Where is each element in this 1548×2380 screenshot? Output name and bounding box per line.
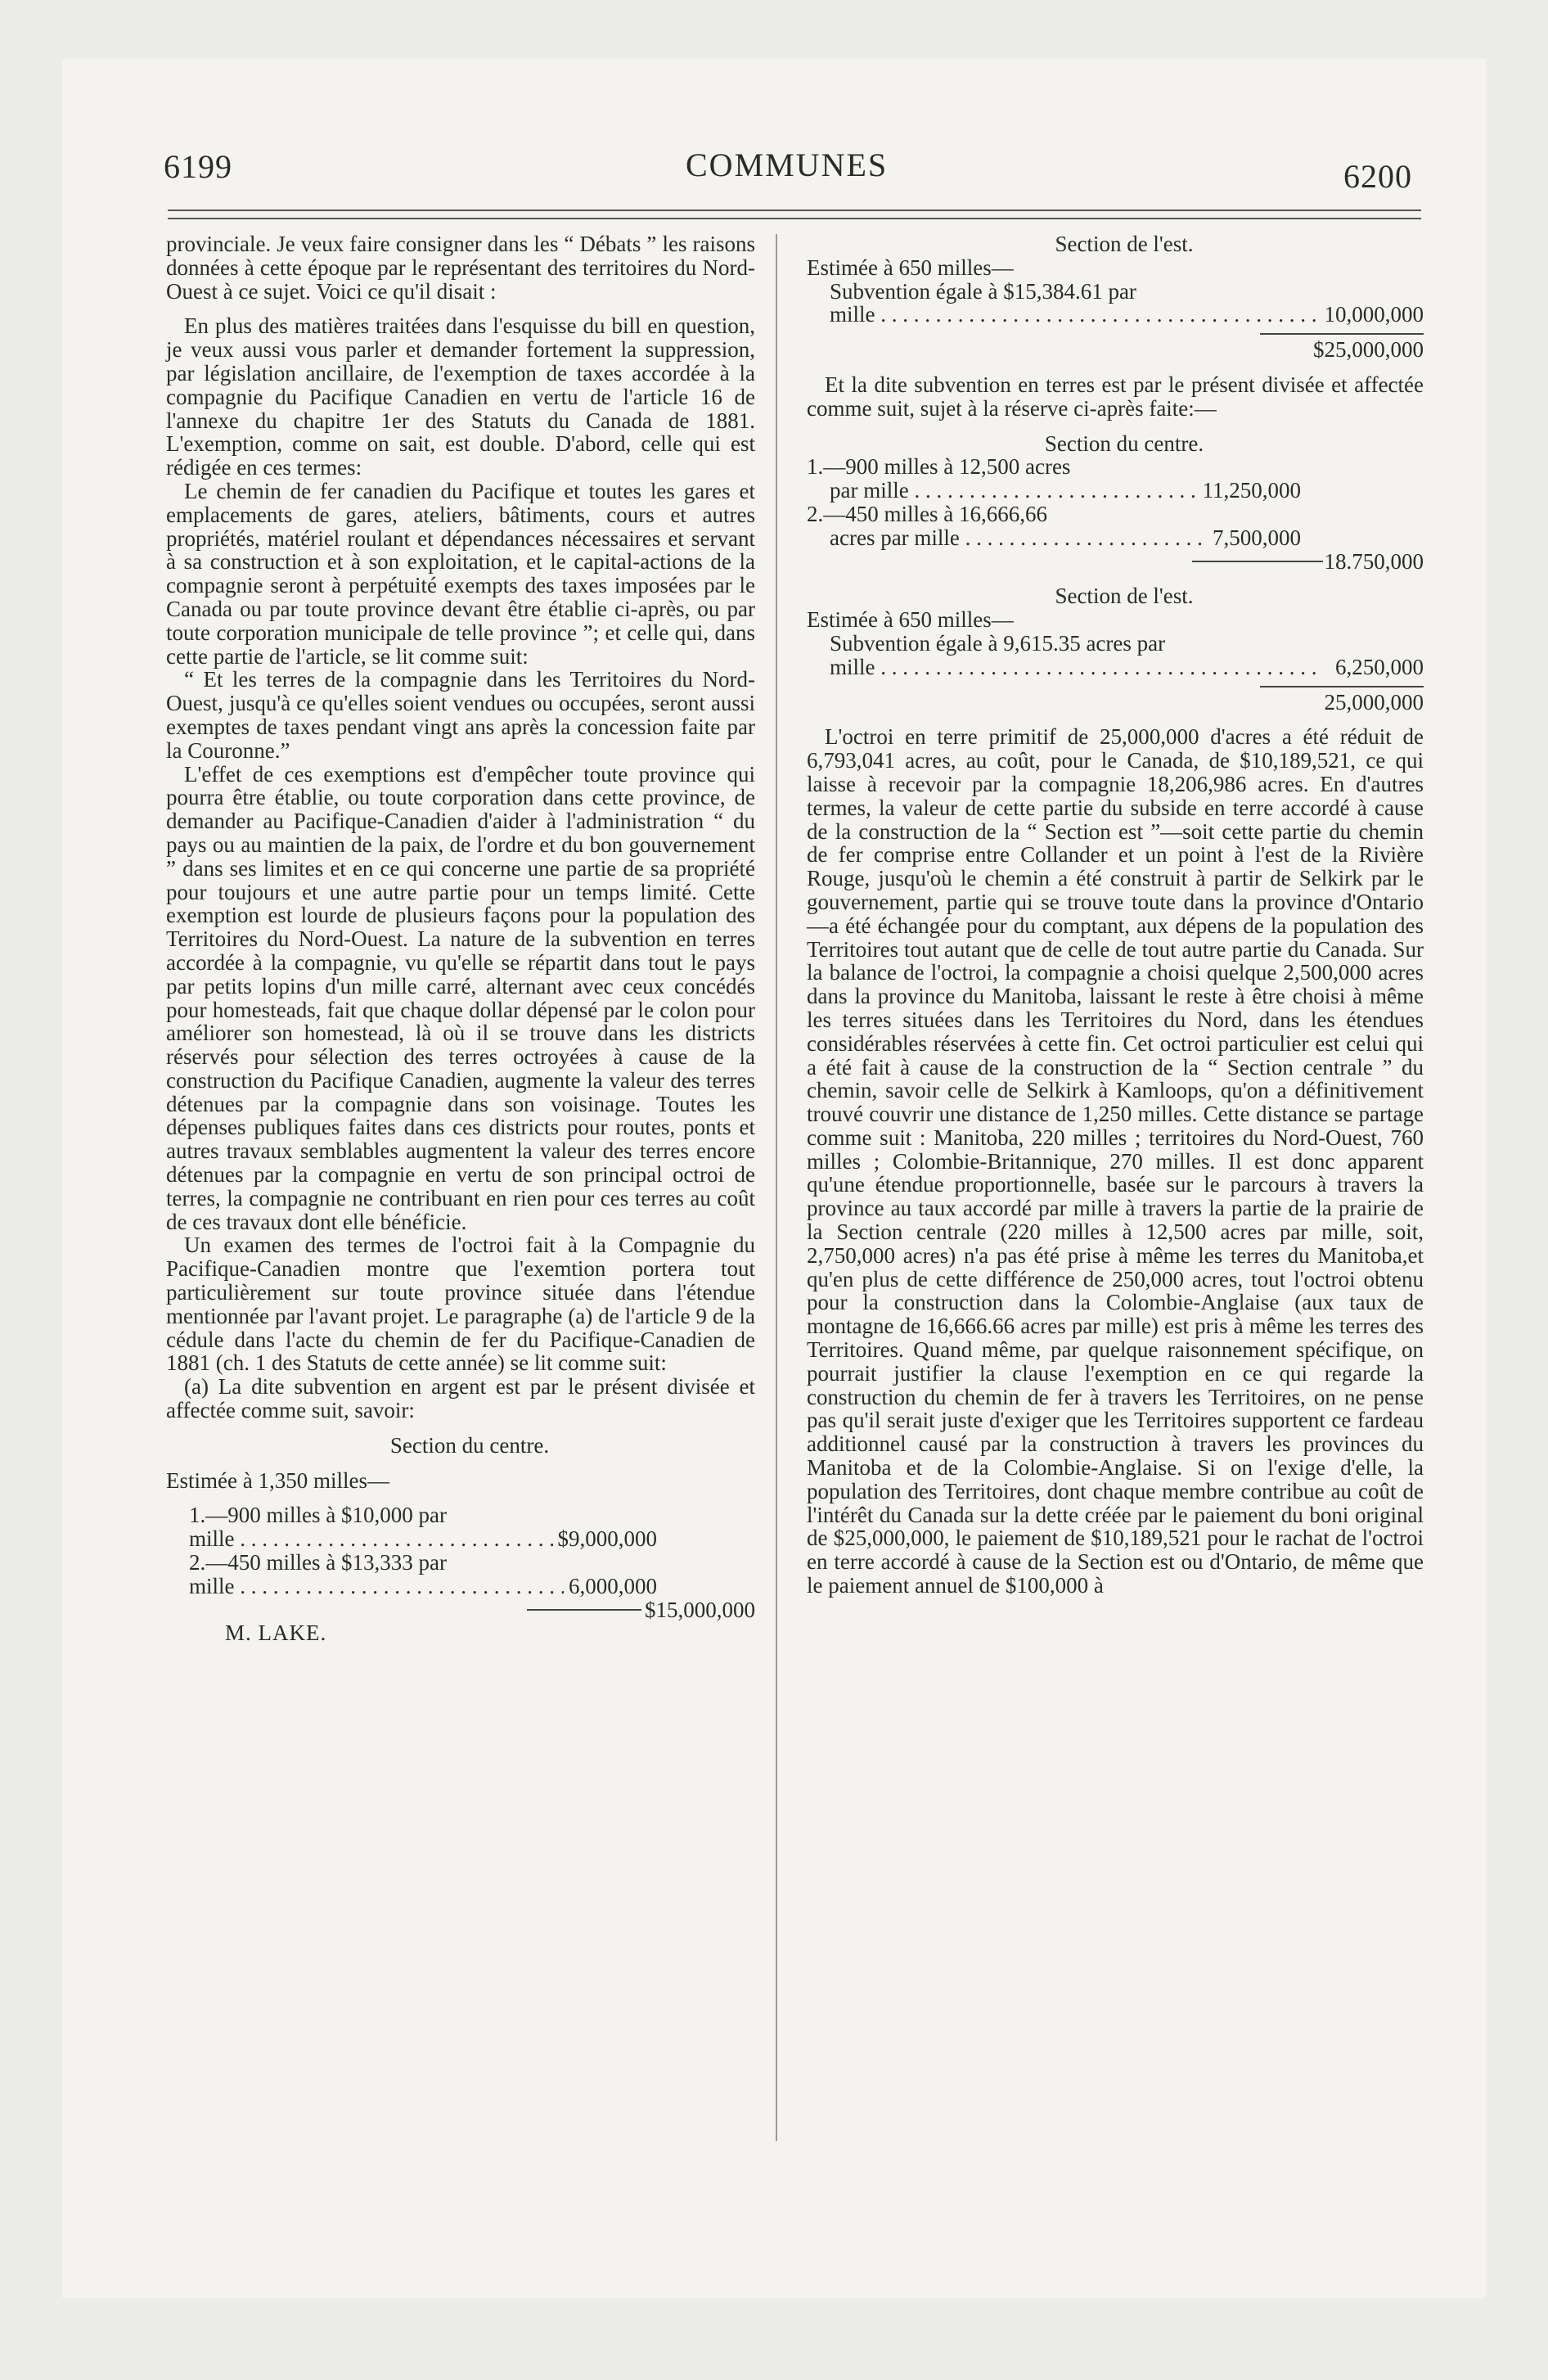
page-number-right: 6200 <box>1343 158 1412 195</box>
item-row <box>807 526 1424 550</box>
column-divider <box>776 234 777 2141</box>
item-label: par mille . . . <box>830 479 1198 503</box>
left-column <box>166 232 755 1645</box>
item-line: 2.—450 milles à $13,333 par <box>189 1550 447 1575</box>
section-heading: Section du centre. <box>1044 430 1204 456</box>
estimate-line: Estimée à 650 milles— <box>807 607 1014 633</box>
item-row <box>807 656 1424 679</box>
estimate-line: Estimée à 1,350 milles— <box>166 1467 389 1493</box>
item-amount: 10,000,000 <box>1324 302 1424 327</box>
total-amount: $15,000,000 <box>645 1597 755 1622</box>
speaker-signature: M. LAKE. <box>225 1620 327 1646</box>
paragraph: (a) La dite subvention en argent est par le présent divisée et affectée comme suit, savoir: <box>166 1374 755 1423</box>
item-row <box>807 303 1424 327</box>
item-line: 1.—900 milles à 12,500 acres <box>807 454 1071 480</box>
header-rule-bottom <box>168 218 1421 219</box>
item-amount: 11,250,000 <box>1202 478 1301 503</box>
item-line: 2.—450 milles à 16,666,66 <box>807 501 1047 526</box>
quoted-paragraph: Le chemin de fer canadien du Pacifique et toutes les gares et emplacements de gares, ateliers, bâtiments, cours et autres propriétés, matériel roulant et dépendances nécessaires et servant à sa construction et à son exploitation, et le capital-actions de la compagnie seront à perpétuité exempts des taxes imposées par le Canada ou par toute province devant être établie ci-après, ou par toute corporation municipale de telle province ”; et celle qui, dans cette partie de l'article, se lit comme suit: <box>166 478 755 669</box>
item-row <box>166 1575 755 1598</box>
section-heading: Section de l'est. <box>1055 232 1194 256</box>
total-amount: 18.750,000 <box>1324 548 1424 574</box>
subtotal-rule <box>1260 333 1424 335</box>
header-rule-top <box>168 210 1421 211</box>
item-label: mille . . . <box>189 1575 564 1598</box>
paragraph: Un examen des termes de l'octroi fait à la Compagnie du Pacifique-Canadien montre que l'exemtion portera tout particulièrement sur toute province située dans l'étendue mentionnée par l'avant projet. Le paragraphe (a) de l'article 9 de la cédule dans l'acte du chemin de fer du Pacifique-Canadien de 1881 (ch. 1 des Statuts de cette année) se lit comme suit: <box>166 1233 755 1376</box>
paragraph: provinciale. Je veux faire consigner dans les “ Débats ” les raisons données à cette époque par le représentant des territoires du Nord-Ouest à ce sujet. Voici ce qu'il disait : <box>166 232 755 304</box>
item-label: mille . . . <box>830 656 1330 679</box>
quoted-paragraph: “ Et les terres de la compagnie dans les Territoires du Nord-Ouest, jusqu'à ce qu'elles soient vendues ou occupées, seront aussi exemptes de taxes pendant vingt ans après la concession faite par la Couronne.” <box>166 667 755 763</box>
total-row <box>166 1598 755 1622</box>
total-amount: $25,000,000 <box>1313 337 1424 363</box>
paragraph: Et la dite subvention en terres est par le présent divisée et affectée comme suit, sujet à la réserve ci-après faite:— <box>807 372 1424 421</box>
page-number-left: 6199 <box>164 148 232 185</box>
item-label: mille . . . <box>830 303 1320 327</box>
estimate-line: Estimée à 650 milles— <box>807 255 1014 280</box>
item-row <box>166 1527 755 1551</box>
item-amount: $9,000,000 <box>557 1526 657 1552</box>
section-heading: Section du centre. <box>389 1432 550 1458</box>
item-amount: 6,000,000 <box>569 1573 657 1598</box>
item-amount: 7,500,000 <box>1213 525 1301 550</box>
item-amount: 6,250,000 <box>1335 654 1424 679</box>
subtotal-rule <box>1260 686 1424 687</box>
item-label: mille . . . <box>189 1527 553 1551</box>
total-amount: 25,000,000 <box>1324 689 1424 714</box>
item-line: Subvention égale à $15,384.61 par <box>830 278 1136 304</box>
item-line: Subvention égale à 9,615.35 acres par <box>830 630 1166 656</box>
paragraph: L'octroi en terre primitif de 25,000,000 d'acres a été réduit de 6,793,041 acres, au coût, pour le Canada, de $10,189,521, ce qui laisse à recevoir par la compagnie 18,206,986 acres. En d'autres termes, la valeur de cette partie du subside en terre accordé à cause de la construction de la “ Section est ”—soit cette partie du chemin de fer comprise entre Collander et un point à l'est de la Rivière Rouge, jusqu'où le chemin a été construit à partir de Selkirk par le gouvernement, partie qui se trouve toute dans la province d'Ontario—a été échangée pour du comptant, aux dépens de la population des Territoires tout autant que de celle de tout autre partie du Canada. Sur la balance de l'octroi, la compagnie a choisi quelque 2,500,000 acres dans la province du Manitoba, laissant le reste à être choisi à même les terres situées dans les Territoires du Nord, dans les étendues considérables réservées à cette fin. Cet octroi particulier est celui qui a été fait à cause de la construction de la “ Section centrale ” du chemin, savoir celle de Selkirk à Kamloops, qu'on a définitivement trouvé couvrir une distance de 1,250 milles. Cette distance se partage comme suit : Manitoba, 220 milles ; territoires du Nord-Ouest, 760 milles ; Colombie-Britannique, 270 milles. Il est donc apparent qu'une étendue proportionnelle, basée sur le parcours à travers la province au taux accordé par mille à travers la partie de la prairie de la Section centrale (220 milles à 12,500 acres par mille, soit, 2,750,000 acres) n'a pas été prise à même les terres du Manitoba,et qu'en plus de cette différence de 250,000 acres, tout l'octroi obtenu pour la construction dans la Colombie-Anglaise (aux taux de montagne de 16,666.66 acres par mille) est pris à même les terres des Territoires. Quand même, par quelque raisonnement spécifique, on pourrait justifier la clause l'exemption en ce qui regarde la construction du chemin de fer à travers les Territoires, on ne pense pas qu'il serait juste d'exiger que les Territoires supportent ce fardeau additionnel causé par la construction à travers les provinces du Manitoba et de la Colombie-Anglaise. Si on l'exige d'elle, la population des Territoires, dont chaque membre contribue au coût de l'intérêt du Canada sur la dette créée par le paiement du boni original de $25,000,000, le paiement de $10,189,521 pour le rachat de l'octroi en terre accordé à cause de la Section est ou d'Ontario, de même que le paiement annuel de $100,000 à <box>807 724 1424 1598</box>
total-row <box>807 550 1424 574</box>
paragraph: L'effet de ces exemptions est d'empêcher toute province qui pourra être établie, ou toute corporation dans cette province, de demander au Pacifique-Canadien d'aider à l'administration “ du pays ou au maintien de la paix, de l'ordre et du bon gouvernement ” dans ses limites et en ce qui concerne une partie de sa propriété pour toujours et une autre partie pour un temps limité. Cette exemption est lourde de plusieurs façons pour la population des Territoires du Nord-Ouest. La nature de la subvention en terres accordée à la compagnie, vu qu'elle se répartit dans tout le pays par petits lopins d'un mille carré, alternant avec ceux concédés pour homesteads, fait que chaque dollar dépensé par le colon pour améliorer son homestead, là où il se trouve dans les districts réservés pour sélection des terres octroyées à cause de la construction du Pacifique Canadien, augmente la valeur des terres détenues par la compagnie dans son voisinage. Toutes les dépenses publiques faites dans ces districts pour routes, ponts et autres travaux semblables augmentent la valeur des terres encore détenues par la compagnie en vertu de son principal octroi de terres, la compagnie ne contribuant en rien pour ces terres au coût de ces travaux dont elle bénéficie. <box>166 761 755 1234</box>
quoted-paragraph: En plus des matières traitées dans l'esquisse du bill en question, je veux aussi vous parler et demander fortement la suppression, par législation ancillaire, de l'exemption de taxes accordée à la compagnie du Pacifique Canadien en vertu de l'article 16 de l'annexe du chapitre 1er des Statuts du Canada de 1881. L'exemption, comme on sait, est double. D'abord, celle qui est rédigée en ces termes: <box>166 313 755 480</box>
section-heading: Section de l'est. <box>1055 584 1194 609</box>
right-column <box>807 232 1424 1598</box>
running-head-title: COMMUNES <box>686 146 889 183</box>
item-row <box>807 479 1424 503</box>
item-label: acres par mille . . . <box>830 526 1208 550</box>
item-line: 1.—900 milles à $10,000 par <box>189 1503 447 1528</box>
